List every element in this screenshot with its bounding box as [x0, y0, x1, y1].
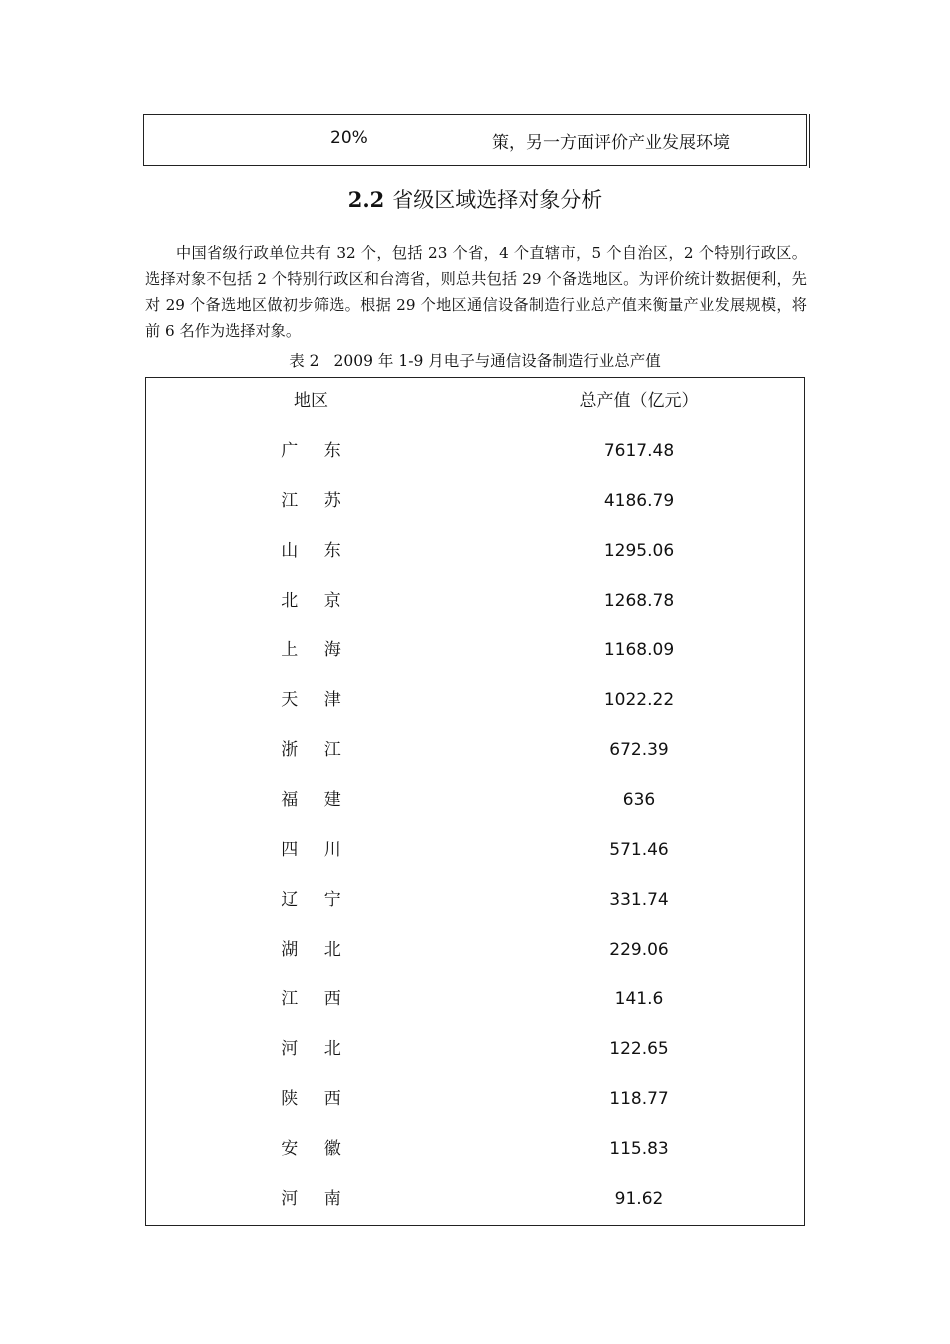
- output-value-cell: 1022.22: [603, 690, 675, 711]
- output-value-cell: 229.06: [609, 939, 669, 960]
- output-value-cell: 1295.06: [603, 540, 675, 561]
- output-value-cell: 1268.78: [603, 590, 675, 611]
- region-cell: 天 津: [281, 690, 341, 711]
- weight-cell: 20%: [330, 128, 368, 148]
- region-cell: 河 北: [281, 1039, 341, 1060]
- table-row: [146, 486, 804, 516]
- table-row: [146, 1134, 804, 1164]
- output-value-cell: 141.6: [614, 989, 664, 1010]
- region-cell: 浙 江: [281, 740, 341, 761]
- table-caption: [0, 349, 950, 371]
- table-row: [146, 436, 804, 466]
- region-cell: 江 苏: [281, 490, 341, 511]
- output-value-cell: 122.65: [609, 1039, 669, 1060]
- table-row: [146, 536, 804, 566]
- table-right-border: [809, 114, 810, 168]
- table-row: [146, 735, 804, 765]
- description-cell: 策，另一方面评价产业发展环境: [492, 133, 730, 153]
- output-value-cell: 1168.09: [603, 640, 675, 661]
- region-cell: 福 建: [281, 789, 341, 810]
- region-cell: 河 南: [281, 1188, 341, 1209]
- region-cell: 辽 宁: [281, 889, 341, 910]
- output-value-cell: 91.62: [614, 1188, 664, 1209]
- output-value-cell: 118.77: [609, 1089, 669, 1110]
- table-row: [146, 635, 804, 665]
- output-value-cell: 672.39: [609, 740, 669, 761]
- section-number: 2.2: [347, 187, 385, 212]
- table-row: [146, 1034, 804, 1064]
- header-region: 地区: [294, 391, 328, 411]
- region-cell: 陕 西: [281, 1089, 341, 1110]
- region-cell: 山 东: [281, 540, 341, 561]
- output-value-cell: 636: [622, 789, 656, 810]
- table-row: [146, 785, 804, 815]
- output-value-cell: 331.74: [609, 889, 669, 910]
- body-paragraph: 中国省级行政单位共有 32 个，包括 23 个省，4 个直辖市，5 个自治区，2 个特别行政区。选择对象不包括 2 个特别行政区和台湾省，则总共包括 29 个备选地区。为评价统计数据便利，先对 29 个备选地区做初步筛选。根据 29 个地区通信设备制造行业总产值来衡量产业发展规模，将前 6 名作为选择对象。: [145, 244, 807, 340]
- header-output: 总产值（亿元）: [579, 391, 699, 411]
- table-row: [146, 1084, 804, 1114]
- section-title-text: 省级区域选择对象分析: [392, 188, 603, 212]
- region-cell: 江 西: [281, 989, 341, 1010]
- top-table-fragment: [143, 114, 807, 166]
- table-row: [146, 586, 804, 616]
- output-value-cell: 4186.79: [603, 490, 675, 511]
- region-cell: 安 徽: [281, 1138, 341, 1159]
- table-row: [146, 885, 804, 915]
- table-caption-label: 表 2: [289, 352, 320, 370]
- region-cell: 广 东: [281, 441, 341, 461]
- table-caption-text: 2009 年 1-9 月电子与通信设备制造行业总产值: [333, 352, 661, 370]
- output-value-cell: 115.83: [609, 1138, 669, 1159]
- table-row: [146, 685, 804, 715]
- table-row: [146, 935, 804, 965]
- table-row: [146, 1184, 804, 1214]
- section-heading: [0, 184, 950, 214]
- output-value-cell: 7617.48: [603, 441, 675, 461]
- table-row: [146, 984, 804, 1014]
- table-header-row: [146, 386, 804, 416]
- region-cell: 四 川: [281, 839, 341, 860]
- region-cell: 湖 北: [281, 939, 341, 960]
- output-value-table: [145, 377, 805, 1226]
- output-value-cell: 571.46: [609, 839, 669, 860]
- table-row: [146, 835, 804, 865]
- region-cell: 北 京: [281, 590, 341, 611]
- region-cell: 上 海: [281, 640, 341, 661]
